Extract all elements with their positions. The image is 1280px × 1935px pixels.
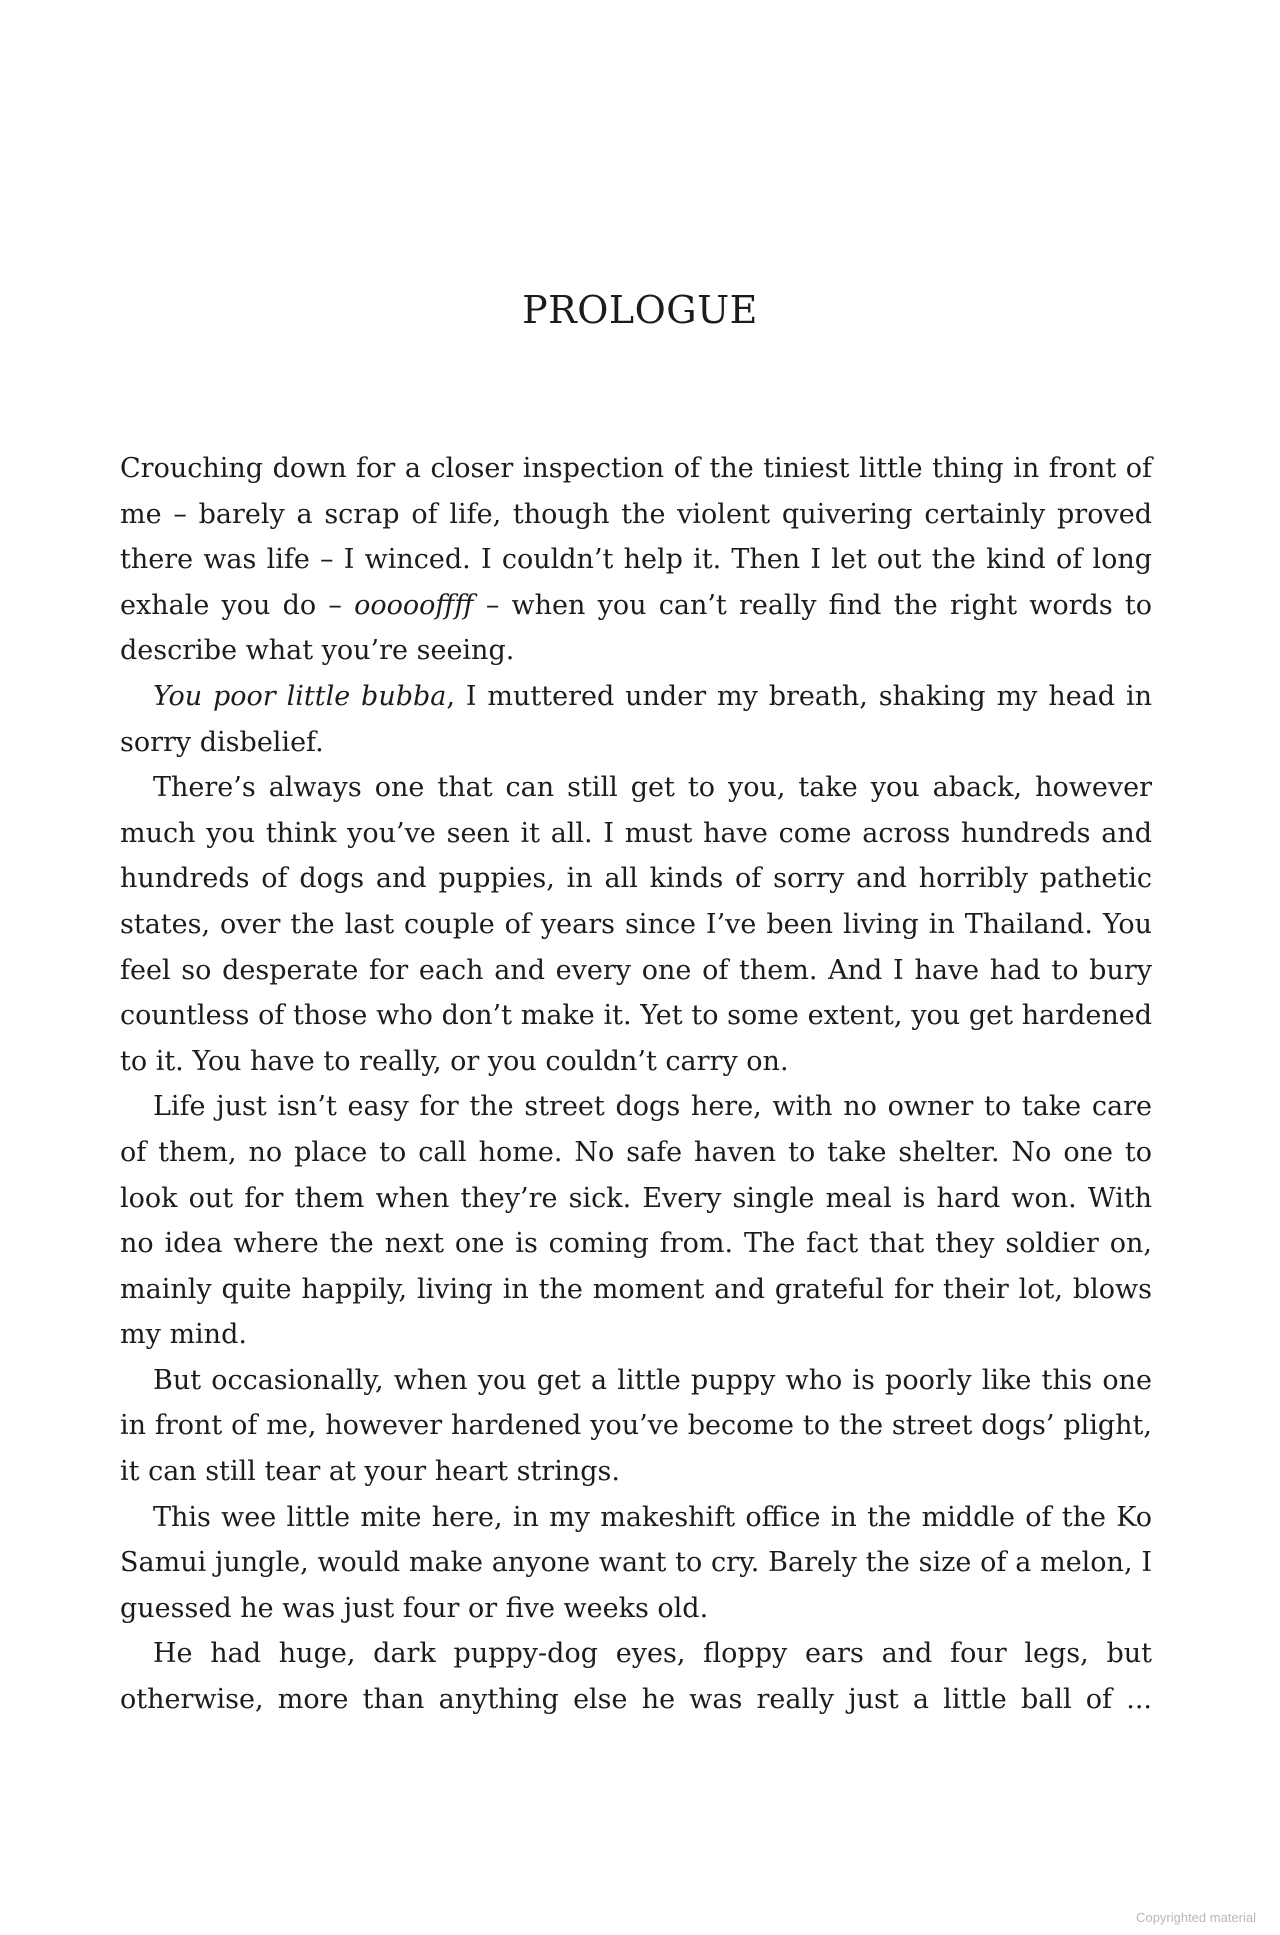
- paragraph-7: [120, 1631, 1152, 1722]
- paragraph-text: Life just isn’t easy for the street dogs here, with no owner to take care of them, no place to call home. No safe haven to take shelter. No one to look out for them when they’re sick. Every single meal is hard won. With no idea where the next one is coming from. The fact that they soldier on, mainly quite happily, living in the moment and grateful for their lot, blows my mind.: [120, 1091, 1152, 1351]
- paragraph-text: Crouching down for a closer inspection of the tiniest little thing in front of me – barely a scrap of life, though the violent quivering certainly proved there was life – I winced. I couldn’t help it. Then I let out the kind of long exhale you do –: [120, 453, 1152, 621]
- paragraph-1: [120, 446, 1152, 674]
- paragraph-text: This wee little mite here, in my makeshift office in the middle of the Ko Samui jungle, would make anyone want to cry. Barely the size of a melon, I guessed he was just four or five weeks old.: [120, 1501, 1152, 1624]
- emphasis-text: oooooffff: [354, 589, 474, 621]
- emphasis-text: You poor little bubba: [153, 680, 447, 712]
- paragraph-text: , I muttered under my breath, shaking my head in sorry disbelief.: [120, 680, 1152, 758]
- chapter-title: PROLOGUE: [522, 288, 758, 332]
- paragraph-2: [120, 674, 1152, 765]
- paragraph-text: – when you can’t really find the right words to describe what you’re seeing.: [120, 589, 1152, 667]
- paragraph-6: [120, 1495, 1152, 1632]
- paragraph-5: [120, 1358, 1152, 1495]
- paragraph-text: He had huge, dark puppy-dog eyes, floppy ears and four legs, but otherwise, more than anything else he was really just a little ball of ...: [120, 1638, 1152, 1716]
- paragraph-text: There’s always one that can still get to you, take you aback, however much you think you’ve seen it all. I must have come across hundreds and hundreds of dogs and puppies, in all kinds of sorry and horribly pathetic states, over the last couple of years since I’ve been living in Thailand. You feel so desperate for each and every one of them. And I have had to bury countless of those who don’t make it. Yet to some extent, you get hardened to it. You have to really, or you couldn’t carry on.: [120, 772, 1152, 1077]
- paragraph-4: [120, 1084, 1152, 1358]
- body-text: [120, 446, 1152, 1723]
- paragraph-3: [120, 765, 1152, 1084]
- paragraph-text: But occasionally, when you get a little puppy who is poorly like this one in front of me, however hardened you’ve become to the street dogs’ plight, it can still tear at your heart strings.: [120, 1364, 1152, 1488]
- copyright-watermark: Copyrighted material: [1136, 1910, 1256, 1925]
